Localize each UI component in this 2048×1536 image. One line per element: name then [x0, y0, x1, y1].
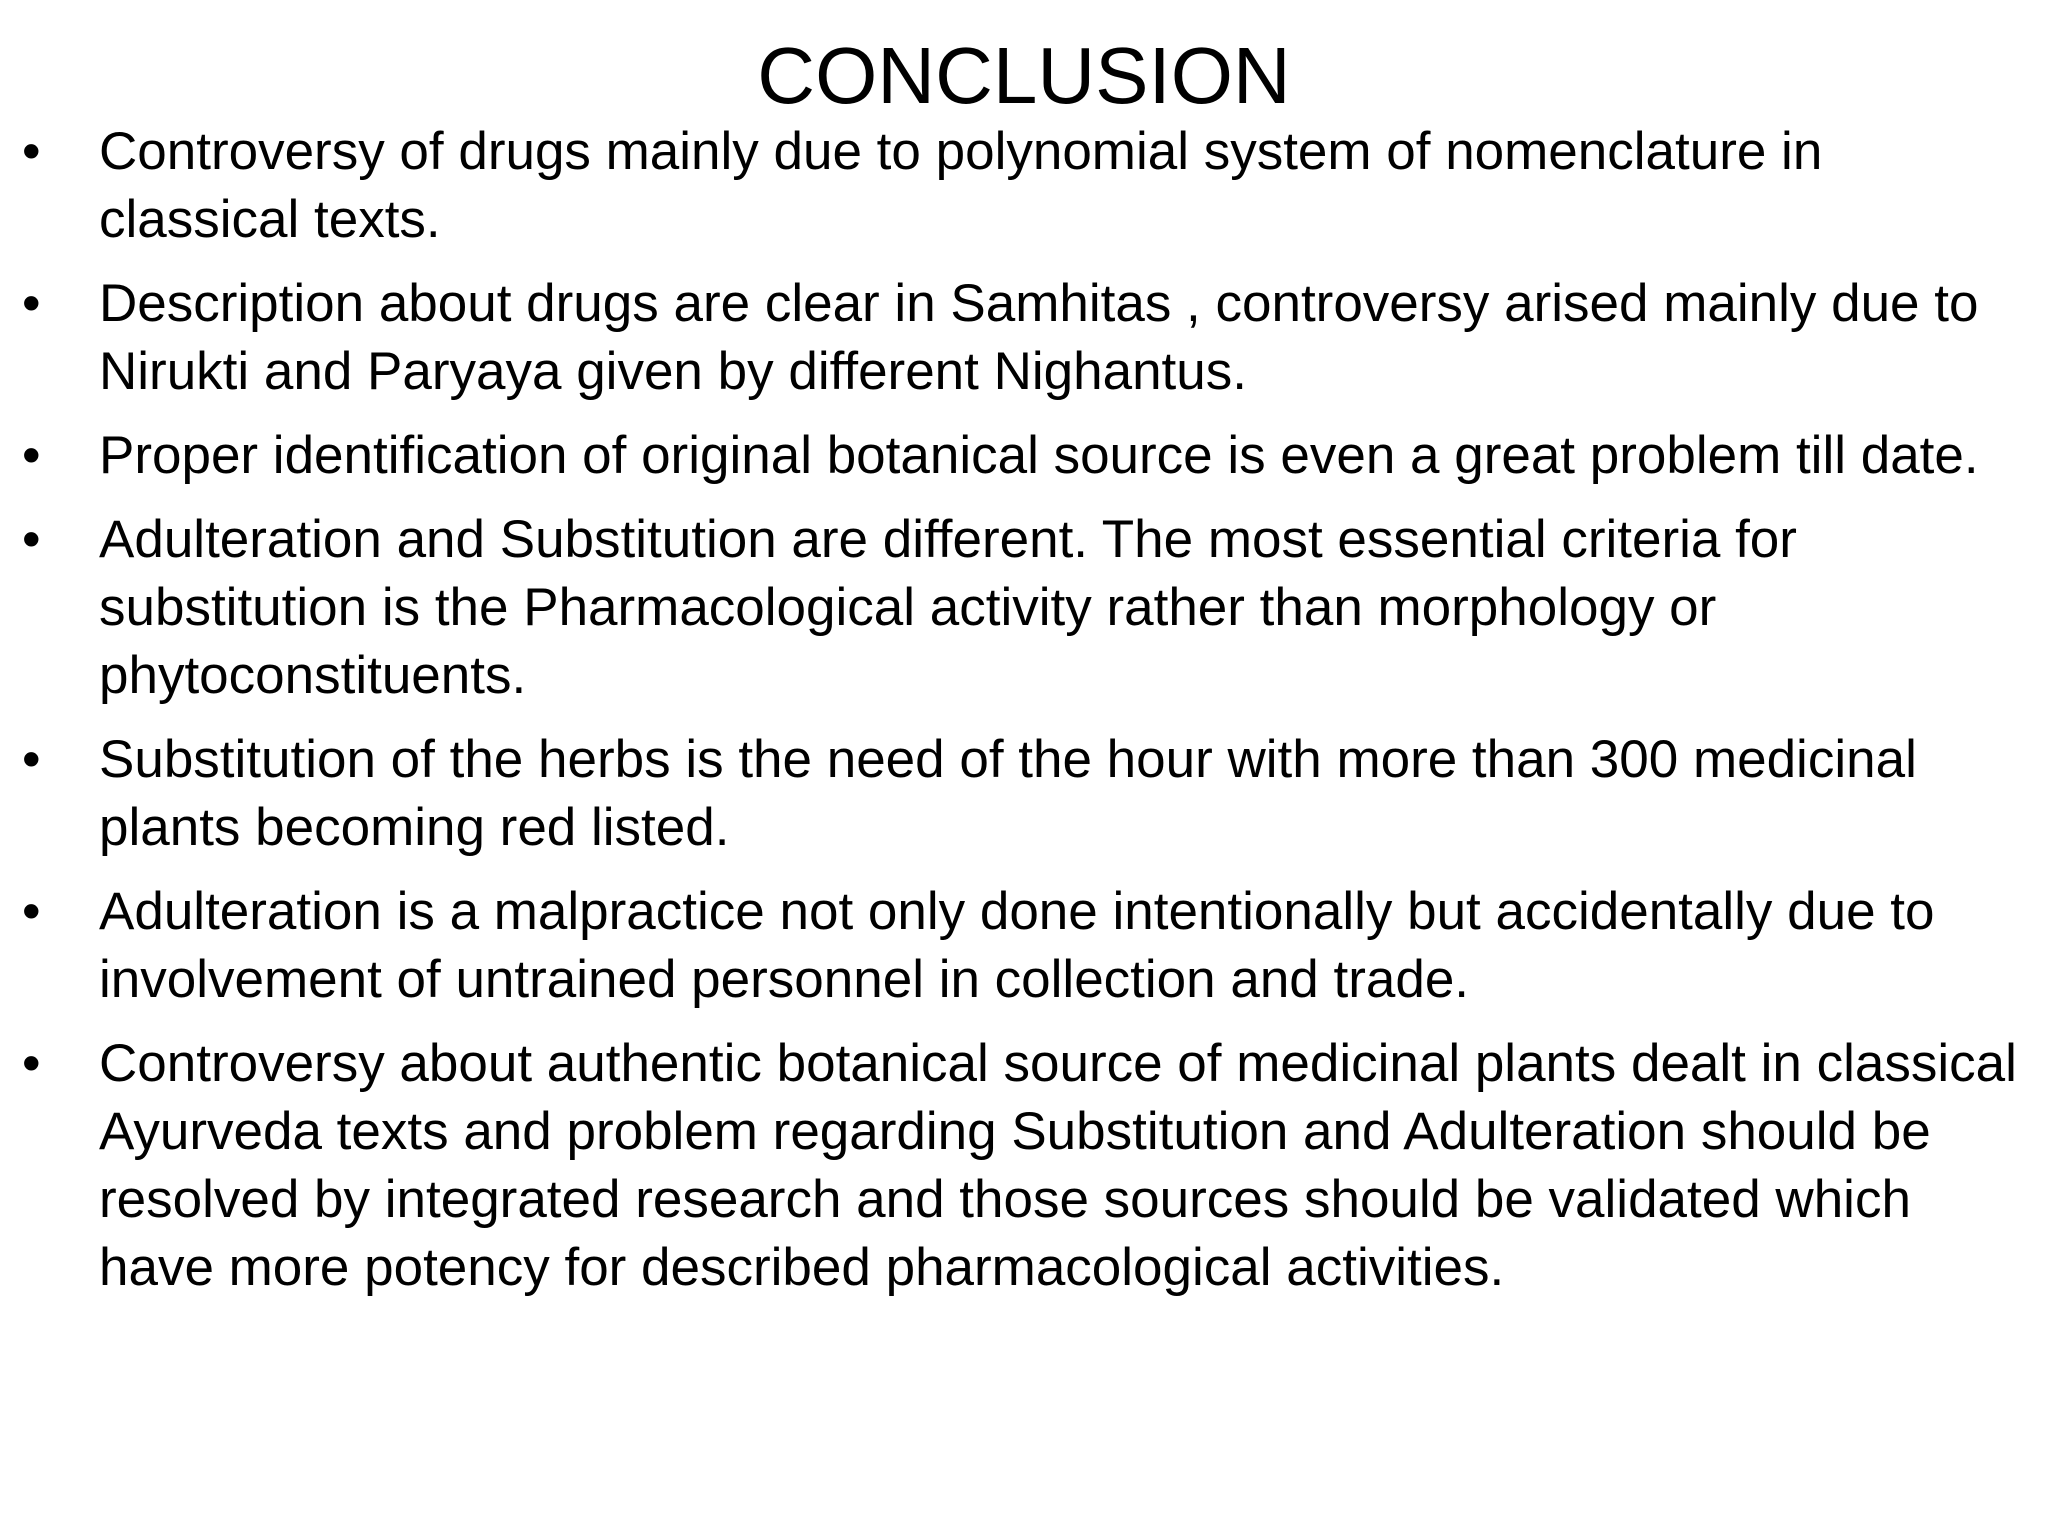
bullet-item	[0, 1030, 2048, 1302]
bullet-item	[0, 422, 2048, 490]
bullet-icon: •	[22, 122, 41, 181]
bullet-text: Controversy about authentic botanical source of medicinal plants dealt in classical Ayurveda texts and problem regarding Substitution and Adulteration should be resolved by integrated research and those sources should be validated which have more potency for described pharmacological activities.	[99, 1034, 2017, 1297]
bullet-text: Substitution of the herbs is the need of the hour with more than 300 medicinal plants becoming red listed.	[99, 730, 1917, 857]
bullet-text: Proper identification of original botanical source is even a great problem till date.	[99, 426, 1979, 485]
bullet-icon: •	[22, 730, 41, 789]
bullet-list	[0, 118, 2048, 1318]
bullet-text: Adulteration is a malpractice not only done intentionally but accidentally due to involvement of untrained personnel in collection and trade.	[99, 882, 1935, 1009]
bullet-item	[0, 118, 2048, 254]
bullet-icon: •	[22, 426, 41, 485]
bullet-text: Description about drugs are clear in Samhitas , controversy arised mainly due to Nirukti and Paryaya given by different Nighantus.	[99, 274, 1979, 401]
bullet-icon: •	[22, 510, 41, 569]
bullet-text: Adulteration and Substitution are different. The most essential criteria for substitution is the Pharmacological activity rather than morphology or phytoconstituents.	[99, 510, 1797, 705]
bullet-item	[0, 726, 2048, 862]
bullet-icon: •	[22, 1034, 41, 1093]
bullet-text: Controversy of drugs mainly due to polynomial system of nomenclature in classical texts.	[99, 122, 1823, 249]
bullet-item	[0, 270, 2048, 406]
bullet-item	[0, 878, 2048, 1014]
slide-title: CONCLUSION	[757, 31, 1291, 120]
bullet-icon: •	[22, 274, 41, 333]
bullet-item	[0, 506, 2048, 710]
bullet-icon: •	[22, 882, 41, 941]
